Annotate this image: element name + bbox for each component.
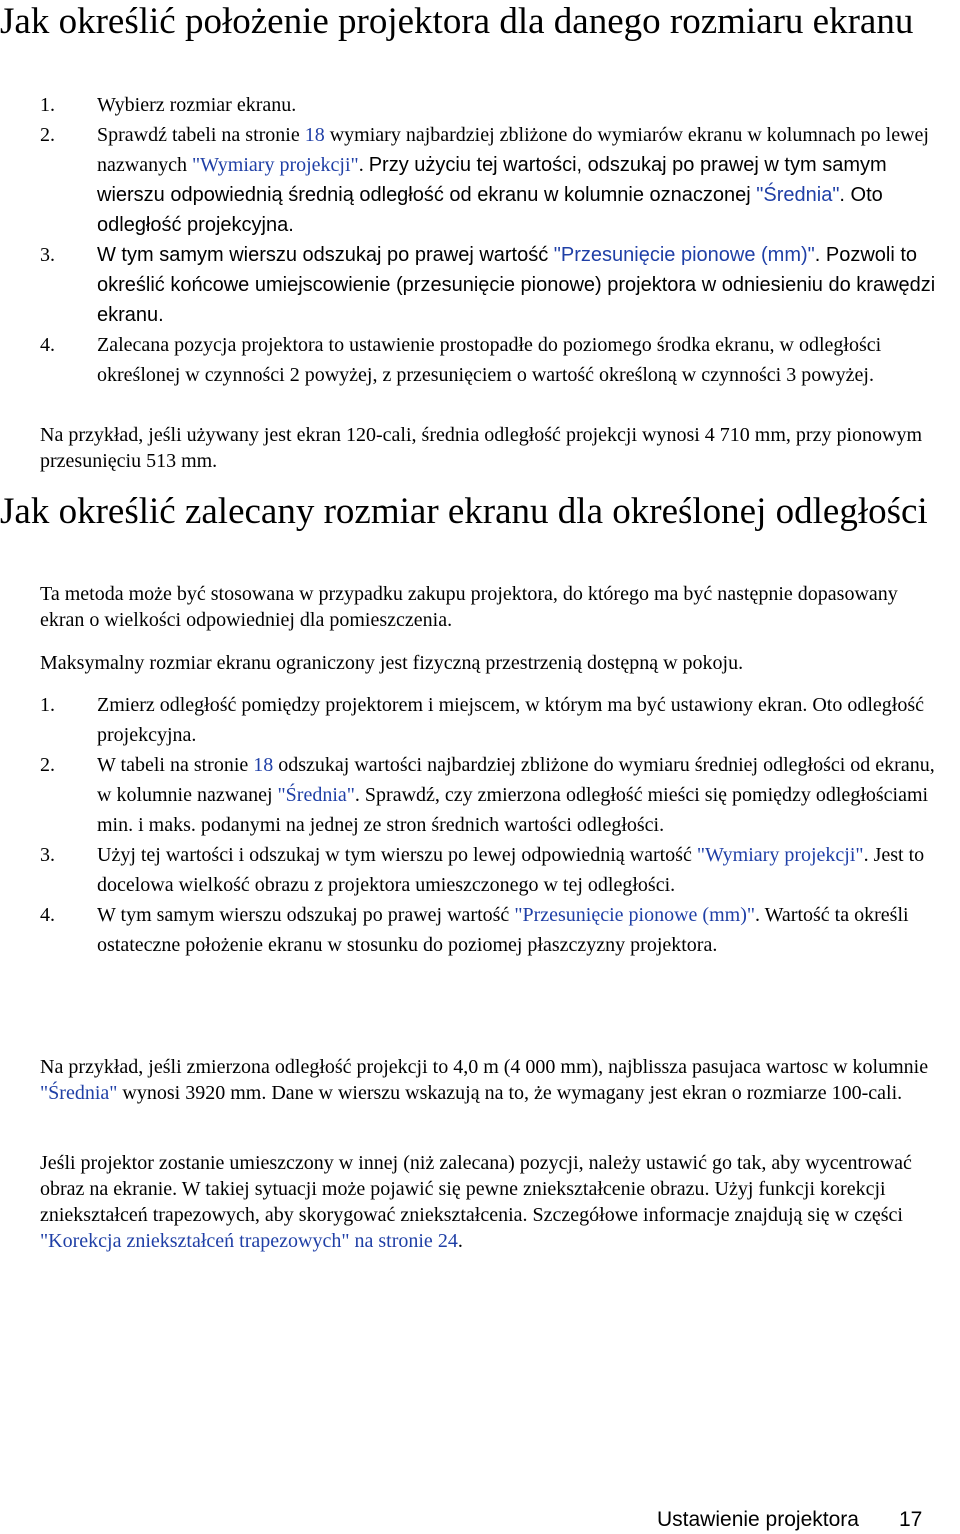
text-run: Wybierz rozmiar ekranu.: [97, 94, 297, 116]
text-run: .: [814, 244, 821, 266]
step-item: [40, 690, 940, 750]
example-paragraph-1: Na przykład, jeśli używany jest ekran 120-cali, średnia odległość projekcji wynosi 4 710 mm, przy pionowym przesunięciu 513 mm.: [40, 424, 923, 472]
cross-reference-link[interactable]: "Przesunięcie pionowe (mm)": [553, 244, 815, 266]
text-run: Sprawdź tabeli na stronie: [97, 124, 305, 146]
step-item: [40, 900, 940, 960]
step-item: [40, 840, 940, 900]
step-item: [40, 750, 940, 840]
step-number: 3.: [40, 844, 55, 866]
text-run: Zmierz odległość pomiędzy projektorem i miejscem, w którym ma być ustawiony ekran. Oto odległość projekcyjna.: [97, 694, 925, 746]
text-run: W tabeli na stronie: [97, 754, 254, 776]
cross-reference-link[interactable]: 18: [253, 754, 274, 776]
cross-reference-link[interactable]: "Średnia": [277, 784, 355, 806]
intro-paragraph: Ta metoda może być stosowana w przypadku zakupu projektora, do którego ma być następnie dopasowany ekran o wielkości odpowiedniej dla pomieszczenia.: [40, 583, 898, 631]
step-number: 3.: [40, 244, 55, 266]
footer-page-number: 17: [898, 1508, 923, 1531]
cross-reference-link[interactable]: "Średnia": [40, 1082, 118, 1104]
text-run: . Wartość ta określi ostateczne położenie ekranu w stosunku do poziomej płaszczyzny projektora.: [97, 904, 909, 956]
steps-list-2: [40, 690, 940, 960]
text-run: odszukaj wartości najbardziej zbliżone do wymiaru średniej odległości od ekranu, w kolumnie nazwanej: [97, 754, 935, 806]
step-item: [40, 120, 940, 240]
text-run: . Jest to docelowa wielkość obrazu z projektora umieszczonego w tej odległości.: [97, 844, 925, 896]
step-item: [40, 90, 940, 120]
steps-list-1: [40, 90, 940, 390]
section-title-projector-position: Jak określić położenie projektora dla danego rozmiaru ekranu: [0, 1, 914, 42]
step-number: 1.: [40, 94, 55, 116]
step-number: 2.: [40, 124, 55, 146]
step-item: [40, 240, 940, 330]
step-number: 4.: [40, 904, 55, 926]
cross-reference-link[interactable]: "Przesunięcie pionowe (mm)": [514, 904, 756, 926]
cross-reference-link[interactable]: "Średnia": [756, 184, 840, 206]
text-run: Przy użyciu tej wartości, odszukaj po prawej w tym samym wierszu odpowiednią średnią odległość od ekranu w kolumnie oznaczonej: [97, 154, 887, 206]
cross-reference-link[interactable]: "Wymiary projekcji": [191, 154, 359, 176]
text-run: W tym samym wierszu odszukaj po prawej wartość: [97, 904, 515, 926]
footer-section-name: Ustawienie projektora: [657, 1508, 859, 1531]
text-run: Jeśli projektor zostanie umieszczony w innej (niż zalecana) pozycji, należy ustawić go tak, aby wycentrować obraz na ekranie. W takiej sytuacji może pojawić się pewne zniekształcenie obrazu. Użyj funkcji korekcji zniekształceń trapezowych, aby skorygować zniekształcenia. Szczegółowe informacje znajdują się w części: [40, 1152, 912, 1226]
example-paragraph-2: [40, 1054, 940, 1106]
max-size-paragraph: Maksymalny rozmiar ekranu ograniczony jest fizyczną przestrzenią dostępną w pokoju.: [40, 652, 744, 674]
cross-reference-link[interactable]: "Korekcja zniekształceń trapezowych" na stronie 24: [40, 1230, 458, 1252]
text-run: Zalecana pozycja projektora to ustawienie prostopadłe do poziomego środka ekranu, w odległości określonej w czynności 2 powyżej, z przesunięciem o wartość określoną w czynności 3 powyżej.: [97, 334, 882, 386]
cross-reference-link[interactable]: 18: [304, 124, 325, 146]
step-number: 4.: [40, 334, 55, 356]
text-run: W tym samym wierszu odszukaj po prawej wartość: [97, 244, 554, 266]
section-title-screen-size: Jak określić zalecany rozmiar ekranu dla określonej odległości: [0, 491, 928, 532]
cross-reference-link[interactable]: "Wymiary projekcji": [696, 844, 864, 866]
text-run: .: [358, 154, 369, 176]
text-run: . Oto odległość projekcyjna.: [97, 184, 883, 236]
text-run: wymiary najbardziej zbliżone do wymiarów ekranu w kolumnach po lewej nazwanych: [97, 124, 929, 176]
step-number: 2.: [40, 754, 55, 776]
page-footer: [657, 1508, 957, 1532]
text-run: .: [457, 1230, 463, 1252]
text-run: . Sprawdź, czy zmierzona odległość mieści się pomiędzy odległościami min. i maks. podanymi na jednej ze stron średnich wartości odległości.: [97, 784, 929, 836]
text-run: Pozwoli to określić końcowe umiejscowienie (przesunięcie pionowe) projektora w odniesieniu do krawędzi ekranu.: [97, 244, 936, 326]
text-run: Użyj tej wartości i odszukaj w tym wierszu po lewej odpowiednią wartość: [97, 844, 697, 866]
text-run: Na przykład, jeśli zmierzona odległość projekcji to 4,0 m (4 000 mm), najblissza pasujaca wartosc w kolumnie: [40, 1056, 929, 1078]
text-run: wynosi 3920 mm. Dane w wierszu wskazują na to, że wymagany jest ekran o rozmiarze 100-cali.: [117, 1082, 903, 1104]
step-item: [40, 330, 940, 390]
step-number: 1.: [40, 694, 55, 716]
keystone-note-paragraph: [40, 1150, 940, 1254]
